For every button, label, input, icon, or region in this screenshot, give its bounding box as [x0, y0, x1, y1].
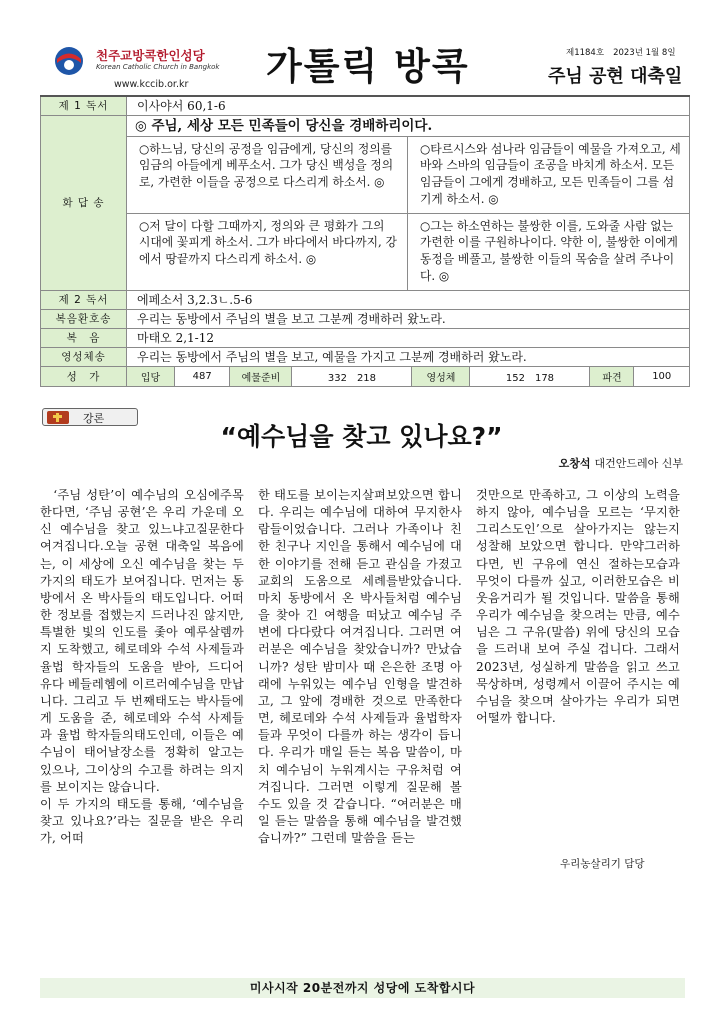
gospel-row — [41, 328, 690, 347]
feast-name: 주님 공현 대축일 — [548, 66, 683, 87]
first-reading-label: 제 1 독서 — [41, 96, 127, 115]
second-reading-value: 에페소서 3,2.3ㄴ.5-6 — [127, 290, 690, 309]
homily-badge-label: 강론 — [83, 412, 105, 425]
gospel-label: 복 음 — [41, 328, 127, 347]
acclamation-row — [41, 309, 690, 328]
readings-table — [40, 95, 690, 387]
offertory-hymn-value: 332 218 — [292, 366, 412, 386]
homily-text-2: 한 태도를 보이는지살펴보았으면 합니다. 우리는 예수님에 대하여 무지한사람들이었습니다. 그러나 가족이나 친한 친구나 지인을 통해서 예수님에 대한 이야기를 전해 듣고 관심을 가졌고 교회의 도움으로 세례를받았습니다. 마치 동방에서 온 박사들처럼 예수님을 찾아 긴 여행을 떠났고 예수님 주변에 다다랐다 여겨집니다. 그러면 여러분은 예수님을 찾았습니까? 만났습니까? 성탄 밤미사 때 은은한 조명 아래에 누워있는 예수님 인형을 발견하고, 그 앞에 경배한 것으로 만족한다면, 헤로데와 수석 사제들과 율법학자들과 무엇이 다를까 하는 생각이 듭니다. 우리가 매일 듣는 복음 말씀이, 마치 예수님이 누워계시는 구유처럼 여겨집니다. 그러면 이렇게 질문해 볼 수도 있을 것 같습니다. “여러분은 매일 듣는 말씀을 통해 예수님을 발견했습니까?” 그런데 말씀을 듣는 — [258, 488, 462, 846]
hymn-label: 성 가 — [41, 366, 127, 386]
author-role: 대건안드레아 신부 — [594, 457, 683, 470]
acclamation-label: 복음환호송 — [41, 309, 127, 328]
issue-info — [566, 46, 685, 58]
recessional-hymn-label: 파견 — [590, 366, 634, 386]
entrance-hymn-label: 입당 — [127, 366, 175, 386]
homily-body — [40, 487, 680, 847]
homily-author — [559, 455, 683, 471]
homily-column-1 — [40, 487, 244, 847]
second-reading-row — [41, 290, 690, 309]
newsletter-title: 가톨릭 방콕 — [266, 45, 470, 88]
psalm-verse-1: ○하느님, 당신의 공정을 임금에게, 당신의 정의를 임금의 아들에게 베푸소서. 그가 당신 백성을 정의로, 가련한 이들을 공정으로 다스리게 하소서. ◎ — [127, 137, 408, 213]
gospel-value: 마태오 2,1-12 — [127, 328, 690, 347]
author-name: 오창석 — [558, 457, 591, 470]
first-reading-value: 이사야서 60,1-6 — [127, 96, 690, 115]
church-name-english: Korean Catholic Church in Bangkok — [96, 63, 220, 71]
masthead — [40, 28, 690, 94]
homily-column-3 — [476, 487, 680, 847]
homily-text-1: ‘주님 성탄’이 예수님의 오심에주목한다면, ‘주님 공현’은 우리 가운데 오신 예수님을 찾고 있느냐고질문한다 여겨집니다.오늘 공현 대축일 복음에는, 이 세상에 오신 예수님을 찾는 두 가지의 태도가 보여집니다. 먼저는 동방에서 온 박사들의 태도입니다. 어떠한 정보를 접했는지 드러나진 않지만, 특별한 빛의 인도를 좇아 예루살렘까지 도착했고, 헤로데와 수석 사제들과 율법 학자들의 도움을 받아, 드디어 유다 베들레헴에 이르러예수님을 만납니다. 그리고 두 번째태도는 박사들에게 도움을 준, 헤로데와 수석 사제들과 율법 학자들의태도인데, 이들은 예수님이 태어날장소를 정확히 알고는 있으나, 그이상의 수고를 하려는 의지를 보이지는 않습니다. 이 두 가지의 태도를 통해, ‘예수님을 찾고 있나요?’라는 질문을 받은 우리가, 어떠 — [40, 488, 244, 846]
psalm-verses — [127, 137, 689, 290]
psalm-verse-4: ○그는 하소연하는 불쌍한 이를, 도와줄 사람 없는 가련한 이를 구원하나이다. 약한 이, 불쌍한 이에게 동정을 베풀고, 불쌍한 이들의 목숨을 살려 주나이다. ◎ — [408, 213, 689, 290]
homily-title: “예수님을 찾고 있나요?” — [220, 422, 503, 451]
communion-antiphon-row — [41, 347, 690, 366]
first-reading-row — [41, 96, 690, 115]
footer-banner: 미사시작 20분전까지 성당에 도착합시다 — [40, 978, 685, 998]
issue-date: 2023년 1월 8일 — [613, 48, 676, 58]
hymn-row — [41, 366, 690, 386]
recessional-hymn-value: 100 — [634, 366, 690, 386]
church-logo-icon — [54, 46, 84, 76]
communion-hymn-value: 152 178 — [470, 366, 590, 386]
psalm-cell — [127, 115, 690, 290]
second-reading-label: 제 2 독서 — [41, 290, 127, 309]
communion-antiphon-label: 영성체송 — [41, 347, 127, 366]
offertory-hymn-label: 예물준비 — [230, 366, 292, 386]
psalm-verse-2: ○타르시스와 섬나라 임금들이 예물을 가져오고, 세바와 스바의 임금들이 조공을 바치게 하소서. 모든 임금들이 그에게 경배하고, 모든 민족들이 그를 섬기게 하소서. ◎ — [420, 141, 681, 206]
communion-hymn-label: 영성체 — [412, 366, 470, 386]
psalm-response: ◎ 주님, 세상 모든 민족들이 당신을 경배하리이다. — [127, 116, 689, 137]
psalm-label: 화 답 송 — [41, 115, 127, 290]
acclamation-value: 우리는 동방에서 주님의 별을 보고 그분께 경배하러 왔노라. — [127, 309, 690, 328]
entrance-hymn-value: 487 — [175, 366, 230, 386]
psalm-row — [41, 115, 690, 290]
psalm-verse-3: ○저 달이 다할 그때까지, 정의와 큰 평화가 그의 시대에 꽃피게 하소서. 그가 바다에서 바다까지, 강에서 땅끝까지 다스리게 하소서. ◎ — [127, 213, 408, 290]
homily-column-2 — [258, 487, 462, 847]
church-name: 천주교방콕한인성당 — [96, 48, 205, 63]
issue-number: 제1184호 — [566, 48, 605, 58]
website-link[interactable]: www.kccib.or.kr — [114, 79, 189, 90]
homily-text-3: 것만으로 만족하고, 그 이상의 노력을 하지 않아, 예수님을 모르는 ‘무지한그리스도인’으로 살아가지는 않는지 성찰해 보았으면 합니다. 만약그러하다면, 빈 구유에 연신 절하는모습과 무엇이 다를까 싶고, 이러한모습은 비웃음거리가 될 것입니다. 말씀을 통해 우리가 예수님을 찾으려는 만큼, 예수님은 그 구유(말씀) 위에 당신의 모습을 드러내 보여 주실 겁니다. 그래서 2023년, 성실하게 말씀을 읽고 쓰고 묵상하며, 성령께서 이끌어 주시는 예수님을 찾으며 살아가는 우리가 되면 어떨까 합니다. — [476, 488, 680, 726]
communion-antiphon-value: 우리는 동방에서 주님의 별을 보고, 예물을 가지고 그분께 경배하러 왔노라. — [127, 347, 690, 366]
closing-note: 우리농살리기 담당 — [560, 858, 645, 870]
